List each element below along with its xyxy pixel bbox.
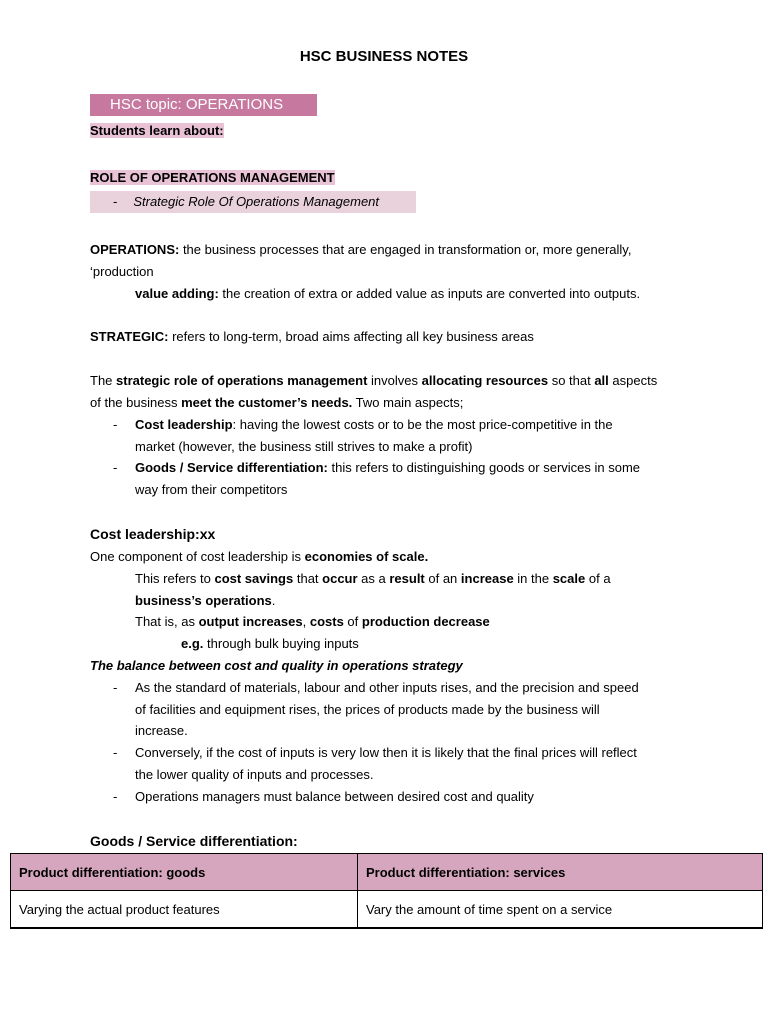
strategic-role-line1: The strategic role of operations management involves allocating resources so that all aspects: [90, 373, 658, 388]
students-learn-heading: Students learn about:: [90, 123, 224, 138]
subitem-strategic-role: - Strategic Role Of Operations Management: [90, 191, 416, 213]
strategic-definition: STRATEGIC: refers to long-term, broad aims affecting all key business areas: [90, 329, 534, 344]
balance-bullet-3: Operations managers must balance between desired cost and quality: [135, 789, 534, 804]
operations-definition-cont: ‘production: [90, 264, 154, 279]
balance-bullet-1: As the standard of materials, labour and other inputs rises, and the precision and speed: [135, 680, 639, 695]
differentiation-heading: Goods / Service differentiation:: [90, 833, 298, 849]
strategic-role-line2: of the business meet the customer’s needs. Two main aspects;: [90, 395, 464, 410]
differentiation-bullet-cont: way from their competitors: [135, 482, 288, 497]
balance-bullet-2: Conversely, if the cost of inputs is very low then it is likely that the final prices will reflect: [135, 745, 637, 760]
economies-of-scale-definition: This refers to cost savings that occur as a result of an increase in the scale of a: [135, 571, 611, 586]
table-cell: Vary the amount of time spent on a service: [358, 891, 763, 929]
output-increases-line: That is, as output increases, costs of production decrease: [135, 614, 490, 629]
table-cell: Varying the actual product features: [11, 891, 358, 929]
differentiation-bullet: Goods / Service differentiation: this refers to distinguishing goods or services in some: [135, 460, 641, 475]
bullet-dash: -: [113, 789, 118, 804]
bullet-dash: -: [113, 745, 118, 760]
bullet-dash: -: [113, 680, 118, 695]
table-header-cell: Product differentiation: services: [358, 854, 763, 891]
differentiation-table: [10, 853, 763, 929]
balance-bullet-1-cont: increase.: [135, 723, 188, 738]
table-row: [11, 891, 763, 929]
balance-bullet-2-cont: the lower quality of inputs and processes.: [135, 767, 374, 782]
table-header-cell: Product differentiation: goods: [11, 854, 358, 891]
example-line: e.g. through bulk buying inputs: [181, 636, 359, 651]
operations-definition: OPERATIONS: the business processes that are engaged in transformation or, more generally,: [90, 242, 632, 257]
balance-bullet-1-cont: of facilities and equipment rises, the prices of products made by the business will: [135, 702, 600, 717]
cost-leadership-heading: Cost leadership:xx: [90, 526, 216, 542]
bullet-dash: -: [113, 417, 118, 432]
bullet-dash: -: [113, 460, 118, 475]
table-header-row: [11, 854, 763, 891]
economies-of-scale-definition-cont: business’s operations.: [135, 593, 276, 608]
economies-of-scale-line: One component of cost leadership is economies of scale.: [90, 549, 429, 564]
balance-heading: The balance between cost and quality in operations strategy: [90, 658, 463, 673]
topic-banner: HSC topic: OPERATIONS: [90, 94, 317, 116]
value-adding-definition: value adding: the creation of extra or added value as inputs are converted into outputs.: [135, 286, 641, 301]
section-heading-operations-management: ROLE OF OPERATIONS MANAGEMENT: [90, 170, 335, 185]
cost-leadership-bullet: Cost leadership: having the lowest costs or to be the most price-competitive in the: [135, 417, 613, 432]
page-title: HSC BUSINESS NOTES: [299, 48, 469, 65]
cost-leadership-bullet-cont: market (however, the business still strives to make a profit): [135, 439, 473, 454]
